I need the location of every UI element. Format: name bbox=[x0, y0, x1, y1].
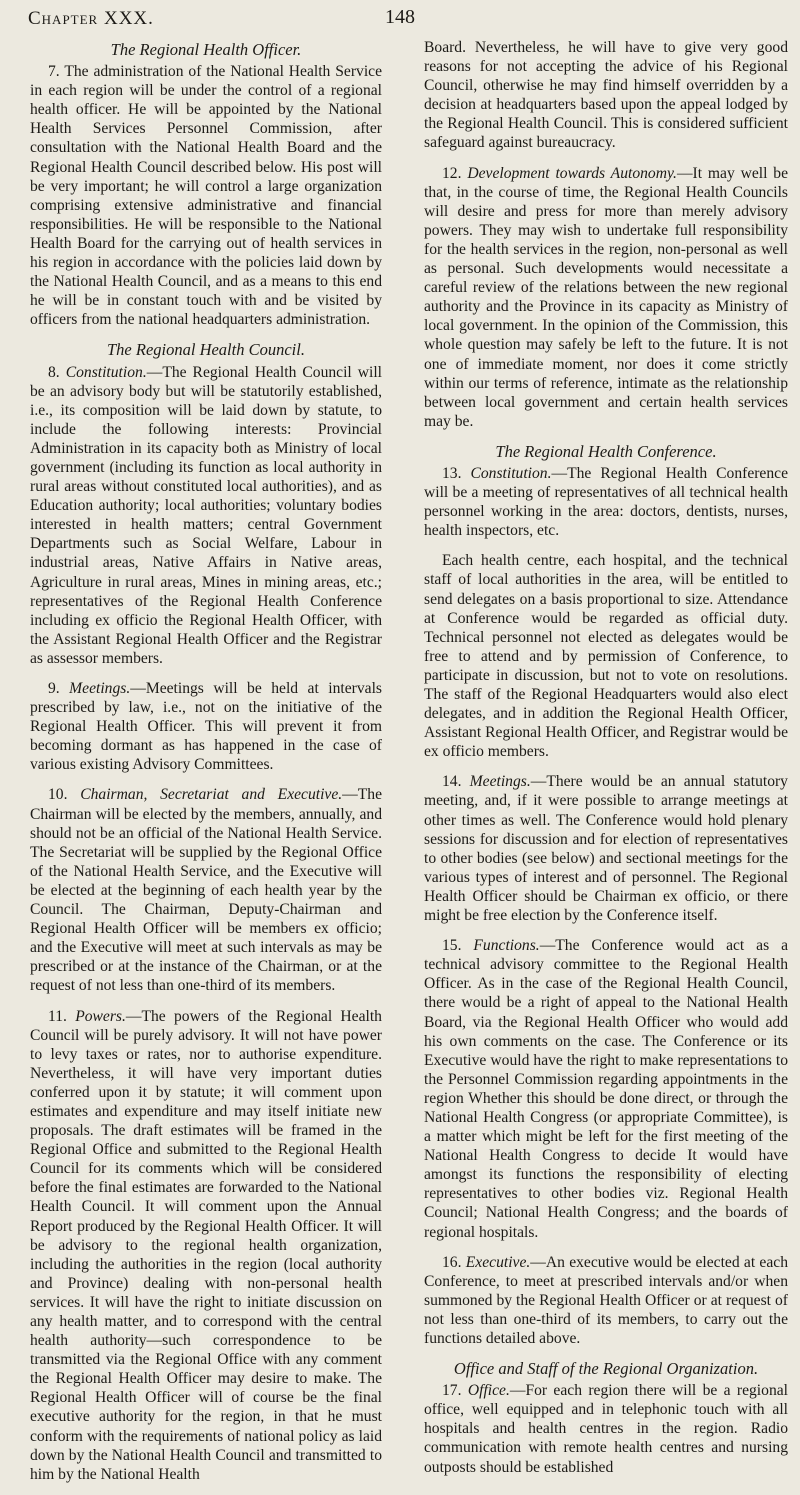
paragraph-11 bbox=[30, 1007, 382, 1484]
paragraph-title: Development towards Autonomy. bbox=[467, 164, 677, 182]
paragraph-number: 16. bbox=[442, 1253, 462, 1271]
heading-office-and-staff: Office and Staff of the Regional Organization. bbox=[453, 1359, 759, 1379]
paragraph-number: 10. bbox=[48, 786, 68, 804]
paragraph-number: 11. bbox=[48, 1007, 67, 1025]
paragraph-number: 14. bbox=[442, 773, 462, 791]
paragraph-text: —The Regional Health Council will be an advisory body but will be statutorily established, i.e., its composition will be laid down by statute, to include the following interests: Provincial Administration in its capacity both as Ministry of local government (including its function as local authority in rural areas without constituted local authorities), and as Education authority; local authorities; voluntary bodies interested in health matters; central Government Departments such as Social Welfare, Labour in industrial areas, Native Affairs in Native areas, Agriculture in rural areas, Mines in mining areas, etc.; representatives of the Regional Health Conference including ex officio the Regional Health Officer, with the Assistant Regional Health Officer and the Registrar as assessor members. bbox=[30, 363, 383, 667]
paragraph-12 bbox=[424, 164, 788, 431]
right-column bbox=[424, 38, 788, 1488]
paragraph-17 bbox=[424, 1381, 788, 1476]
paragraph-9 bbox=[30, 679, 382, 774]
left-column bbox=[30, 38, 382, 1495]
heading-regional-health-council: The Regional Health Council. bbox=[107, 340, 305, 360]
paragraph-title: Meetings. bbox=[69, 680, 131, 697]
paragraph-title: Meetings. bbox=[469, 773, 531, 791]
paragraph-text: —An executive would be elected at each Conference, to meet at prescribed intervals and/or when summoned by the Regional Health Officer or at request of not less than one-third of its members, to carry out the functions detailed above. bbox=[424, 1253, 788, 1347]
paragraph-title: Constitution. bbox=[470, 464, 552, 482]
heading-regional-health-officer: The Regional Health Officer. bbox=[110, 40, 302, 59]
paragraph-number: 13. bbox=[442, 464, 462, 482]
paragraph-number: 7. bbox=[48, 63, 60, 81]
paragraph-text: —The Regional Health Conference will be a meeting of representatives of all technical health personnel working in the area: doctors, dentists, nurses, health inspectors, etc. bbox=[424, 464, 788, 540]
heading-regional-health-conference: The Regional Health Conference. bbox=[495, 441, 717, 461]
paragraph-13-second: Each health centre, each hospital, and the technical staff of local authorities in the area, will be entitled to send delegates on a basis proportional to size. Attendance at Conference would be regarded as official duty. Technical personnel not elected as delegates would be free to attend and by permission of Conference, to participate in discussion, but not to vote on resolutions. The staff of the Regional Headquarters would also elect delegates, and in addition the Regional Health Officer, Assistant Regional Health Officer, and Registrar would be ex officio members. bbox=[424, 552, 788, 761]
paragraph-text: —There would be an annual statutory meeting, and, if it were possible to arrange meetings at other times as well. The Conference would hold plenary sessions for discussion and for election of representatives to other bodies (see below) and sectional meetings for the various types of interest and of personnel. The Regional Health Officer should be Chairman ex officio, or there might be free election by the Conference itself. bbox=[424, 773, 788, 925]
paragraph-number: 9. bbox=[48, 680, 60, 697]
paragraph-title: Chairman, Secretariat and Executive. bbox=[80, 786, 343, 804]
paragraph-16 bbox=[424, 1253, 788, 1348]
paragraph-text: —The Chairman will be elected by the members, annually, and should not be an official of the National Health Service. The Secretariat will be supplied by the Regional Office of the National Health Service, and the Executive will be elected at the beginning of each health year by the Council. The Chairman, Deputy-Chairman and Regional Health Officer will be members ex officio; and the Executive will meet at such intervals as may be prescribed or at the instance of the Chairman, or at the request of not less than one-third of its members. bbox=[30, 786, 382, 995]
paragraph-title: Executive. bbox=[465, 1253, 531, 1271]
paragraph-14 bbox=[424, 772, 788, 925]
running-head bbox=[28, 6, 772, 36]
paragraph-number: 8. bbox=[48, 363, 60, 381]
paragraph-number: 15. bbox=[442, 937, 462, 955]
paragraph-10 bbox=[30, 785, 382, 995]
paragraph-title: Powers. bbox=[75, 1007, 126, 1025]
paragraph-7 bbox=[30, 62, 382, 329]
chapter-label: Chapter XXX. bbox=[28, 8, 154, 29]
paragraph-number: 12. bbox=[442, 164, 462, 182]
paragraph-11-continued: Board. Nevertheless, he will have to give very good reasons for not accepting the advice of his Regional Council, otherwise he may find himself overridden by a decision at headquarters based upon the appeal lodged by the Regional Health Council. This is considered sufficient safeguard against bureaucracy. bbox=[424, 39, 788, 152]
page-number: 148 bbox=[385, 6, 415, 28]
paragraph-text: The administration of the National Health Service in each region will be under the control of a regional health officer. He will be appointed by the National Health Services Personnel Commission, after consultation with the National Health Board and the Regional Health Council described below. His post will be very important; he will control a large organization comprising extensive administrative and financial responsibilities. He will be responsible to the National Health Board for the carrying out of health services in his region in accordance with the policies laid down by the National Health Council, and as a means to this end he will be in constant touch with and be visited by officers from the national headquarters administration. bbox=[30, 63, 382, 329]
paragraph-text: —It may well be that, in the course of time, the Regional Health Councils will desire and press for more than merely advisory powers. They may wish to undertake full responsibility for the health services in the region, non-personal as well as personal. Such developments would necessitate a careful review of the relations between the new regional authority and the Province in its capacity as Ministry of local government. In the opinion of the Commission, this whole question may safely be left to the future. It is not one of immediate moment, nor does it come strictly within our terms of reference, intimate as the relationship between local government and certain health services may be. bbox=[424, 164, 788, 430]
paragraph-title: Constitution. bbox=[65, 363, 147, 381]
paragraph-number: 17. bbox=[442, 1382, 462, 1400]
paragraph-title: Office. bbox=[467, 1382, 510, 1400]
paragraph-8 bbox=[30, 363, 382, 669]
paragraph-text: —Meetings will be held at intervals prescribed by law, i.e., not on the initiative of the Regional Health Officer. This will prevent it from becoming dormant as has happened in the case of various existing Advisory Committees. bbox=[30, 680, 382, 774]
paragraph-text: —For each region there will be a regional office, well equipped and in telephonic touch with all hospitals and health centres in the region. Radio communication with remote health centres and nursing outposts should be established bbox=[424, 1382, 788, 1476]
paragraph-text: —The Conference would act as a technical advisory committee to the Regional Health Officer. As in the case of the Regional Health Council, there would be a right of appeal to the National Health Board, via the Regional Health Officer who would add his own comments on the case. The Conference or its Executive would have the right to make representations to the Personnel Commission regarding appointments in the region Whether this should be done direct, or through the National Health Congress (or appropriate Committee), is a matter which might be left for the first meeting of the National Health Congress to decide It would have amongst its functions the responsibility of electing representatives to other bodies viz. Regional Health Council; National Health Congress; and the boards of regional hospitals. bbox=[424, 937, 788, 1241]
paragraph-text: —The powers of the Regional Health Council will be purely advisory. It will not have power to levy taxes or rates, nor to authorise expenditure. Nevertheless, it will have very important duties conferred upon it by statute; it will comment upon estimates and expenditure and may itself initiate new proposals. The draft estimates will be framed in the Regional Office and submitted to the Regional Health Council for its comments which will be considered before the final estimates are forwarded to the National Health Council. It will comment upon the Annual Report produced by the Regional Health Officer. It will be advisory to the regional health organization, including the authorities in the region (local authority and Province) dealing with non-personal health services. It will have the right to initiate discussion on any health matter, and to correspond with the central health authority—such correspondence to be transmitted via the Regional Office with any comment the Regional Health Officer may desire to make. The Regional Health Officer will of course be the final executive authority for the region, in that he must conform with the requirements of national policy as laid down by the National Health Council and transmitted to him by the National Health bbox=[30, 1007, 382, 1483]
paragraph-13 bbox=[424, 464, 788, 540]
paragraph-15 bbox=[424, 936, 788, 1242]
paragraph-title: Functions. bbox=[473, 937, 540, 955]
